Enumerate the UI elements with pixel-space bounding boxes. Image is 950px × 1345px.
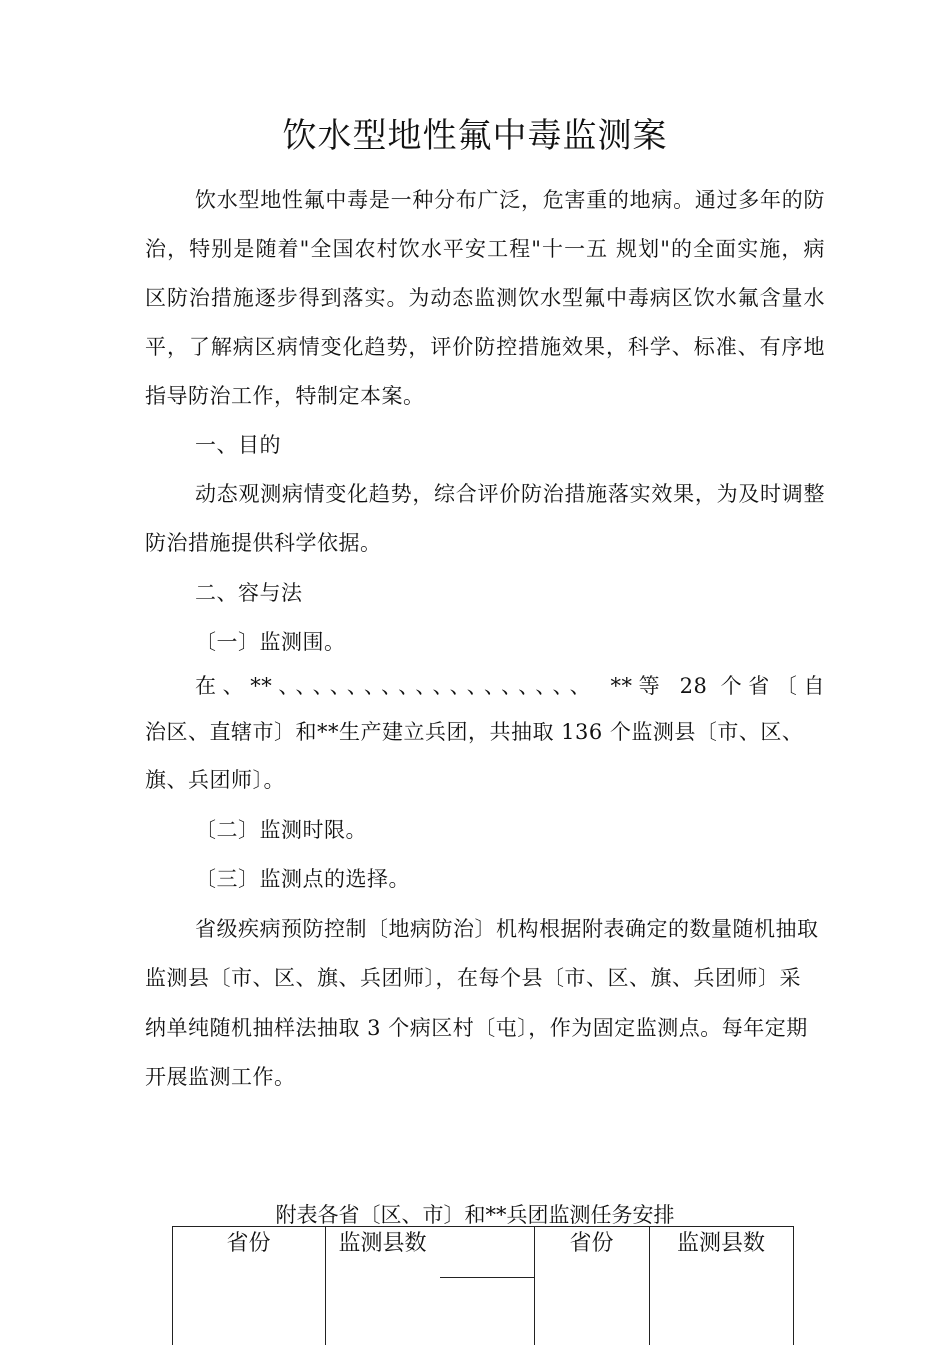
intro-line-2: 治，特别是随着"全国农村饮水平安工程"十一五 规划"的全面实施，病 (145, 237, 825, 261)
appendix-caption: 附表各省〔区、市〕和**兵团监测任务安排 (275, 1203, 675, 1227)
document-title: 饮水型地性氟中毒监测案 (282, 116, 668, 156)
table-border-right (793, 1227, 794, 1345)
subsection-3-line-4: 开展监测工作。 (145, 1065, 296, 1089)
intro-line-3: 区防治措施逐步得到落实。为动态监测饮水型氟中毒病区饮水氟含量水 (145, 286, 825, 310)
subsection-3-line-3: 纳单纯随机抽样法抽取 3 个病区村〔屯〕，作为固定监测点。每年定期 (145, 1016, 808, 1040)
subsection-1-line-2: 治区、直辖市〕和**生产建立兵团，共抽取 136 个监测县〔市、区、 (145, 720, 804, 744)
table-empty-cell (440, 1227, 535, 1278)
section-1-line-1: 动态观测病情变化趋势，综合评价防治措施落实效果，为及时调整 (195, 482, 825, 506)
subsection-2-heading: 〔二〕监测时限。 (195, 818, 367, 842)
section-1-line-2: 防治措施提供科学依据。 (145, 531, 382, 555)
subsection-3-line-1: 省级疾病预防控制〔地病防治〕机构根据附表确定的数量随机抽取 (195, 917, 819, 941)
table-header-province-right: 省份 (569, 1231, 614, 1256)
table-header-province-left: 省份 (226, 1231, 271, 1256)
intro-line-1: 饮水型地性氟中毒是一种分布广泛，危害重的地病。通过多年的防 (195, 188, 825, 212)
appendix-table (172, 1226, 794, 1345)
intro-line-4: 平，了解病区病情变化趋势，评价防控措施效果，科学、标准、有序地 (145, 335, 825, 359)
table-header-counties-right: 监测县数 (676, 1231, 765, 1256)
intro-line-5: 指导防治工作，特制定本案。 (145, 384, 425, 408)
subsection-1-heading: 〔一〕监测围。 (195, 630, 346, 654)
section-1-heading: 一、目的 (195, 433, 281, 457)
subsection-3-line-2: 监测县〔市、区、旗、兵团师〕，在每个县〔市、区、旗、兵团师〕采 (145, 966, 801, 990)
section-2-heading: 二、容与法 (195, 581, 303, 605)
table-header-counties-left: 监测县数 (338, 1231, 427, 1256)
subsection-1-line-1: 在、**、、、、、、、、、、、、、、、、、、 **等 28 个省〔自 (195, 674, 825, 698)
subsection-3-heading: 〔三〕监测点的选择。 (195, 867, 410, 891)
subsection-1-line-3: 旗、兵团师〕。 (145, 768, 285, 792)
